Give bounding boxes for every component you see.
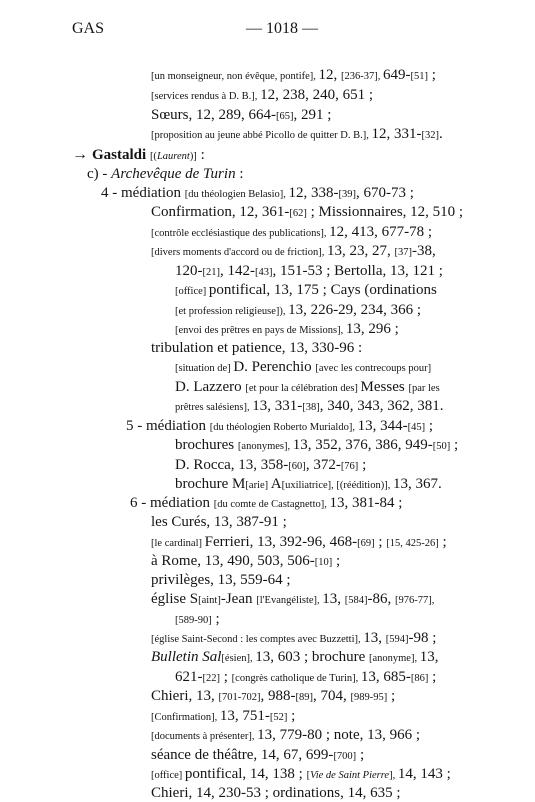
index-text-segment: les Curés, 13, 387-91 ;	[151, 514, 287, 530]
index-line	[151, 590, 434, 610]
index-line	[72, 146, 205, 166]
index-text-segment: ;	[428, 67, 436, 83]
index-text-segment: 13, 344-	[357, 418, 408, 434]
index-text-segment: [un monseigneur, non évêque, pontife],	[151, 71, 319, 82]
index-line	[175, 610, 220, 630]
index-text-segment: →	[72, 146, 92, 163]
index-line	[175, 262, 443, 282]
index-text-segment: Chieri, 13,	[151, 688, 219, 704]
index-text-segment: c) -	[87, 166, 112, 182]
index-line	[151, 648, 438, 668]
index-text-segment: [congrès catholique de Turin],	[231, 673, 361, 684]
index-text-segment: Laurent	[156, 151, 190, 162]
index-text-segment: pontifical, 13, 175 ; Cays (ordinations	[208, 282, 437, 298]
index-text-segment: [989-95]	[350, 692, 388, 703]
index-line	[175, 358, 431, 378]
index-text-segment: [89]	[295, 692, 313, 703]
index-text-segment: :	[196, 147, 205, 163]
index-text-segment: ;	[356, 747, 365, 763]
index-text-segment: 13, 23, 27,	[326, 243, 395, 259]
index-text-segment: , 291 ;	[293, 107, 332, 123]
index-text-segment: )]	[189, 151, 197, 162]
index-text-segment: [584]	[344, 595, 368, 606]
index-text-segment: [37]	[394, 247, 412, 258]
index-text-segment: privilèges, 13, 559-64 ;	[151, 572, 291, 588]
index-text-segment: ],	[389, 770, 398, 781]
index-text-segment: , 988-	[260, 688, 296, 704]
index-text-segment: [39]	[338, 189, 357, 200]
index-text-segment: [69]	[357, 538, 375, 549]
index-text-segment: brochures	[175, 437, 238, 453]
index-text-segment: A	[270, 476, 282, 492]
index-text-segment: 5 - médiation	[126, 418, 210, 434]
index-text-segment: 13,	[363, 630, 386, 646]
index-text-segment: ;	[450, 437, 459, 453]
index-text-segment: église S	[151, 591, 199, 607]
index-line	[151, 513, 287, 531]
index-text-segment: [du comte de Castagnetto],	[213, 499, 330, 510]
index-text-segment: 621-	[175, 669, 203, 685]
index-text-segment: 13, 603 ; brochure	[255, 649, 369, 665]
index-line	[151, 571, 291, 589]
index-text-segment: -98 ;	[408, 630, 437, 646]
index-line	[151, 765, 451, 785]
index-text-segment: 649-	[383, 67, 411, 83]
index-text-segment: [589-90]	[175, 615, 212, 626]
index-text-segment: ;	[438, 534, 447, 550]
index-text-segment: , 340, 343, 362, 381.	[319, 398, 444, 414]
index-text-segment: tribulation et patience, 13, 330-96 :	[151, 340, 363, 356]
index-text-segment: [236-37],	[341, 71, 384, 82]
index-text-segment: 120-	[175, 263, 203, 279]
index-text-segment: [86]	[410, 673, 429, 684]
index-line	[87, 165, 244, 183]
index-text-segment: [église Saint-Second : les comptes avec Buzzetti],	[151, 634, 364, 645]
index-text-segment: séance de théâtre, 14, 67, 699-	[151, 747, 334, 763]
index-line	[151, 125, 443, 145]
index-line	[175, 475, 442, 495]
index-text-segment: à Rome, 13, 490, 503, 506-	[151, 553, 315, 569]
index-text-segment: [l'Evangéliste],	[256, 595, 323, 606]
index-text-segment: 13, 751-	[219, 708, 270, 724]
index-text-segment: 13, 226-29, 234, 366 ;	[288, 302, 422, 318]
index-text-segment: [divers moments d'accord ou de friction],	[151, 247, 327, 258]
index-text-segment: [ésien],	[221, 653, 256, 664]
index-text-segment: [du théologien Belasio],	[184, 189, 289, 200]
index-text-segment: 13,	[419, 649, 439, 665]
index-text-segment: ;	[428, 669, 437, 685]
index-text-segment: [situation de]	[175, 363, 234, 374]
index-line	[175, 456, 366, 476]
index-text-segment: [10]	[314, 557, 333, 568]
index-text-segment: [52]	[269, 712, 288, 723]
index-text-segment: [43]	[255, 267, 273, 278]
index-text-segment: [38]	[302, 402, 320, 413]
index-line	[151, 339, 362, 357]
index-text-segment: [anonyme],	[368, 653, 420, 664]
index-line	[151, 629, 436, 649]
index-text-segment: [701-702]	[218, 692, 261, 703]
index-text-segment: Gastaldi	[92, 147, 150, 163]
index-line	[175, 378, 440, 398]
index-text-segment: prêtres salésiens],	[175, 402, 253, 413]
index-text-segment: [office]	[151, 770, 185, 781]
index-line	[151, 203, 463, 223]
index-text-segment: Bulletin Sal	[151, 649, 222, 665]
index-text-segment: [65]	[276, 111, 294, 122]
index-text-segment: [15, 425-26]	[386, 538, 439, 549]
index-line	[151, 746, 364, 766]
index-text-segment: :	[235, 166, 244, 182]
index-line	[175, 281, 437, 301]
index-line	[151, 784, 401, 802]
index-text-segment: 12, 413, 677-78 ;	[329, 224, 433, 240]
index-text-segment: 12,	[318, 67, 342, 83]
index-line	[151, 66, 436, 86]
index-text-segment: [62]	[289, 208, 307, 219]
index-text-segment: ;	[387, 688, 396, 704]
index-text-segment: ;	[220, 669, 232, 685]
index-text-segment: ;	[211, 611, 220, 627]
index-text-segment: [(	[149, 151, 157, 162]
index-line	[126, 417, 433, 437]
index-text-segment: [arie]	[245, 480, 271, 491]
index-text-segment: 12, 338-	[288, 185, 339, 201]
index-text-segment: Sœurs, 12, 289, 664-	[151, 107, 277, 123]
index-text-segment: [50]	[432, 441, 451, 452]
index-line	[151, 223, 432, 243]
index-text-segment: [32]	[421, 130, 439, 141]
index-text-segment: [60]	[288, 461, 306, 472]
index-text-segment: [anonymes],	[237, 441, 293, 452]
index-text-segment: [594]	[385, 634, 409, 645]
index-line	[175, 668, 436, 688]
index-line	[151, 552, 340, 572]
index-text-segment: Archevêque de Turin	[111, 166, 236, 182]
index-text-segment: 6 - médiation	[130, 495, 214, 511]
index-text-segment: [21]	[202, 267, 220, 278]
index-line	[175, 301, 421, 321]
index-text-segment: [avec les contrecoups pour]	[315, 363, 432, 374]
index-text-segment: 4 - médiation	[101, 185, 185, 201]
index-text-segment: [proposition au jeune abbé Picollo de quitter D. B.],	[151, 130, 372, 141]
index-text-segment: Confirmation, 12, 361-	[151, 204, 290, 220]
index-text-segment: [le cardinal]	[151, 538, 205, 549]
index-text-segment: .	[438, 126, 443, 142]
index-text-segment: 13,	[322, 591, 345, 607]
index-text-segment: ;	[425, 418, 434, 434]
index-text-segment: pontifical, 14, 138 ;	[184, 766, 307, 782]
index-text-segment: [976-77],	[395, 595, 435, 606]
index-text-segment: ;	[358, 457, 367, 473]
index-text-segment: [76]	[340, 461, 359, 472]
index-text-segment: Chieri, 14, 230-53 ; ordinations, 14, 635 ;	[151, 785, 401, 801]
index-text-segment: ;	[374, 534, 387, 550]
index-text-segment: 13, 779-80 ; note, 13, 966 ;	[257, 727, 421, 743]
index-text-segment: 13, 685-	[360, 669, 411, 685]
index-text-segment: D. Lazzero	[175, 379, 246, 395]
index-line	[175, 320, 399, 340]
index-text-segment: 12, 238, 240, 651 ;	[260, 87, 373, 103]
index-text-segment: ;	[332, 553, 341, 569]
index-text-segment: [envoi des prêtres en pays de Missions],	[175, 325, 346, 336]
index-line	[101, 184, 414, 204]
index-text-segment: , 372-	[305, 457, 341, 473]
index-text-segment: [office]	[175, 286, 209, 297]
index-text-segment: ;	[287, 708, 296, 724]
index-line	[151, 707, 295, 727]
index-line	[130, 494, 402, 514]
index-text-segment: [uxiliatrice], [(réédition)],	[281, 480, 393, 491]
index-text-segment: -86,	[367, 591, 396, 607]
index-line	[151, 86, 373, 106]
index-text-segment: Ferrieri, 13, 392-96, 468-	[204, 534, 358, 550]
index-text-segment: [45]	[407, 422, 426, 433]
index-text-segment: [700]	[333, 751, 357, 762]
index-text-segment: [du théologien Roberto Murialdo],	[209, 422, 358, 433]
index-text-segment: , 151-53 ; Bertolla, 13, 121 ;	[272, 263, 443, 279]
index-text-segment: [Confirmation],	[151, 712, 220, 723]
index-line	[151, 242, 436, 262]
index-text-segment: 13, 352, 376, 386, 949-	[292, 437, 433, 453]
index-line	[175, 397, 444, 417]
running-header-left: GAS	[72, 20, 105, 37]
index-text-segment: -38,	[411, 243, 436, 259]
index-text-segment: ; Missionnaires, 12, 510 ;	[306, 204, 464, 220]
index-text-segment: [22]	[202, 673, 220, 684]
index-line	[151, 106, 331, 126]
index-text-segment: [et profession religieuse]),	[175, 306, 289, 317]
index-text-segment: [services rendus à D. B.],	[151, 91, 261, 102]
index-text-segment: , 142-	[220, 263, 255, 279]
index-text-segment: -Jean	[220, 591, 257, 607]
index-text-segment: 13, 381-84 ;	[329, 495, 403, 511]
index-text-segment: [par les	[408, 383, 440, 394]
index-text-segment: 12, 331-	[371, 126, 422, 142]
index-text-segment: Vie de Saint Pierre	[310, 770, 390, 781]
index-text-segment: [et pour la célébration des]	[245, 383, 361, 394]
index-text-segment: [	[306, 770, 311, 781]
index-line	[175, 436, 458, 456]
index-text-segment: D. Rocca, 13, 358-	[175, 457, 289, 473]
index-text-segment: [contrôle ecclésiastique des publications],	[151, 228, 330, 239]
index-text-segment: [documents à présenter],	[151, 731, 258, 742]
index-text-segment: [51]	[410, 71, 429, 82]
index-text-segment: 14, 143 ;	[397, 766, 451, 782]
index-text-segment: 13, 331-	[252, 398, 303, 414]
index-text-segment: D. Perenchio	[233, 359, 316, 375]
index-line	[151, 533, 447, 553]
index-line	[151, 687, 395, 707]
index-text-segment: [aint]	[198, 595, 221, 606]
index-text-segment: brochure M	[175, 476, 246, 492]
index-text-segment: Messes	[360, 379, 409, 395]
index-text-segment: 13, 296 ;	[345, 321, 399, 337]
index-text-segment: , 670-73 ;	[356, 185, 414, 201]
page-number: — 1018 —	[246, 20, 318, 37]
index-line	[151, 726, 420, 746]
index-text-segment: , 704,	[313, 688, 351, 704]
index-text-segment: 13, 367.	[392, 476, 442, 492]
